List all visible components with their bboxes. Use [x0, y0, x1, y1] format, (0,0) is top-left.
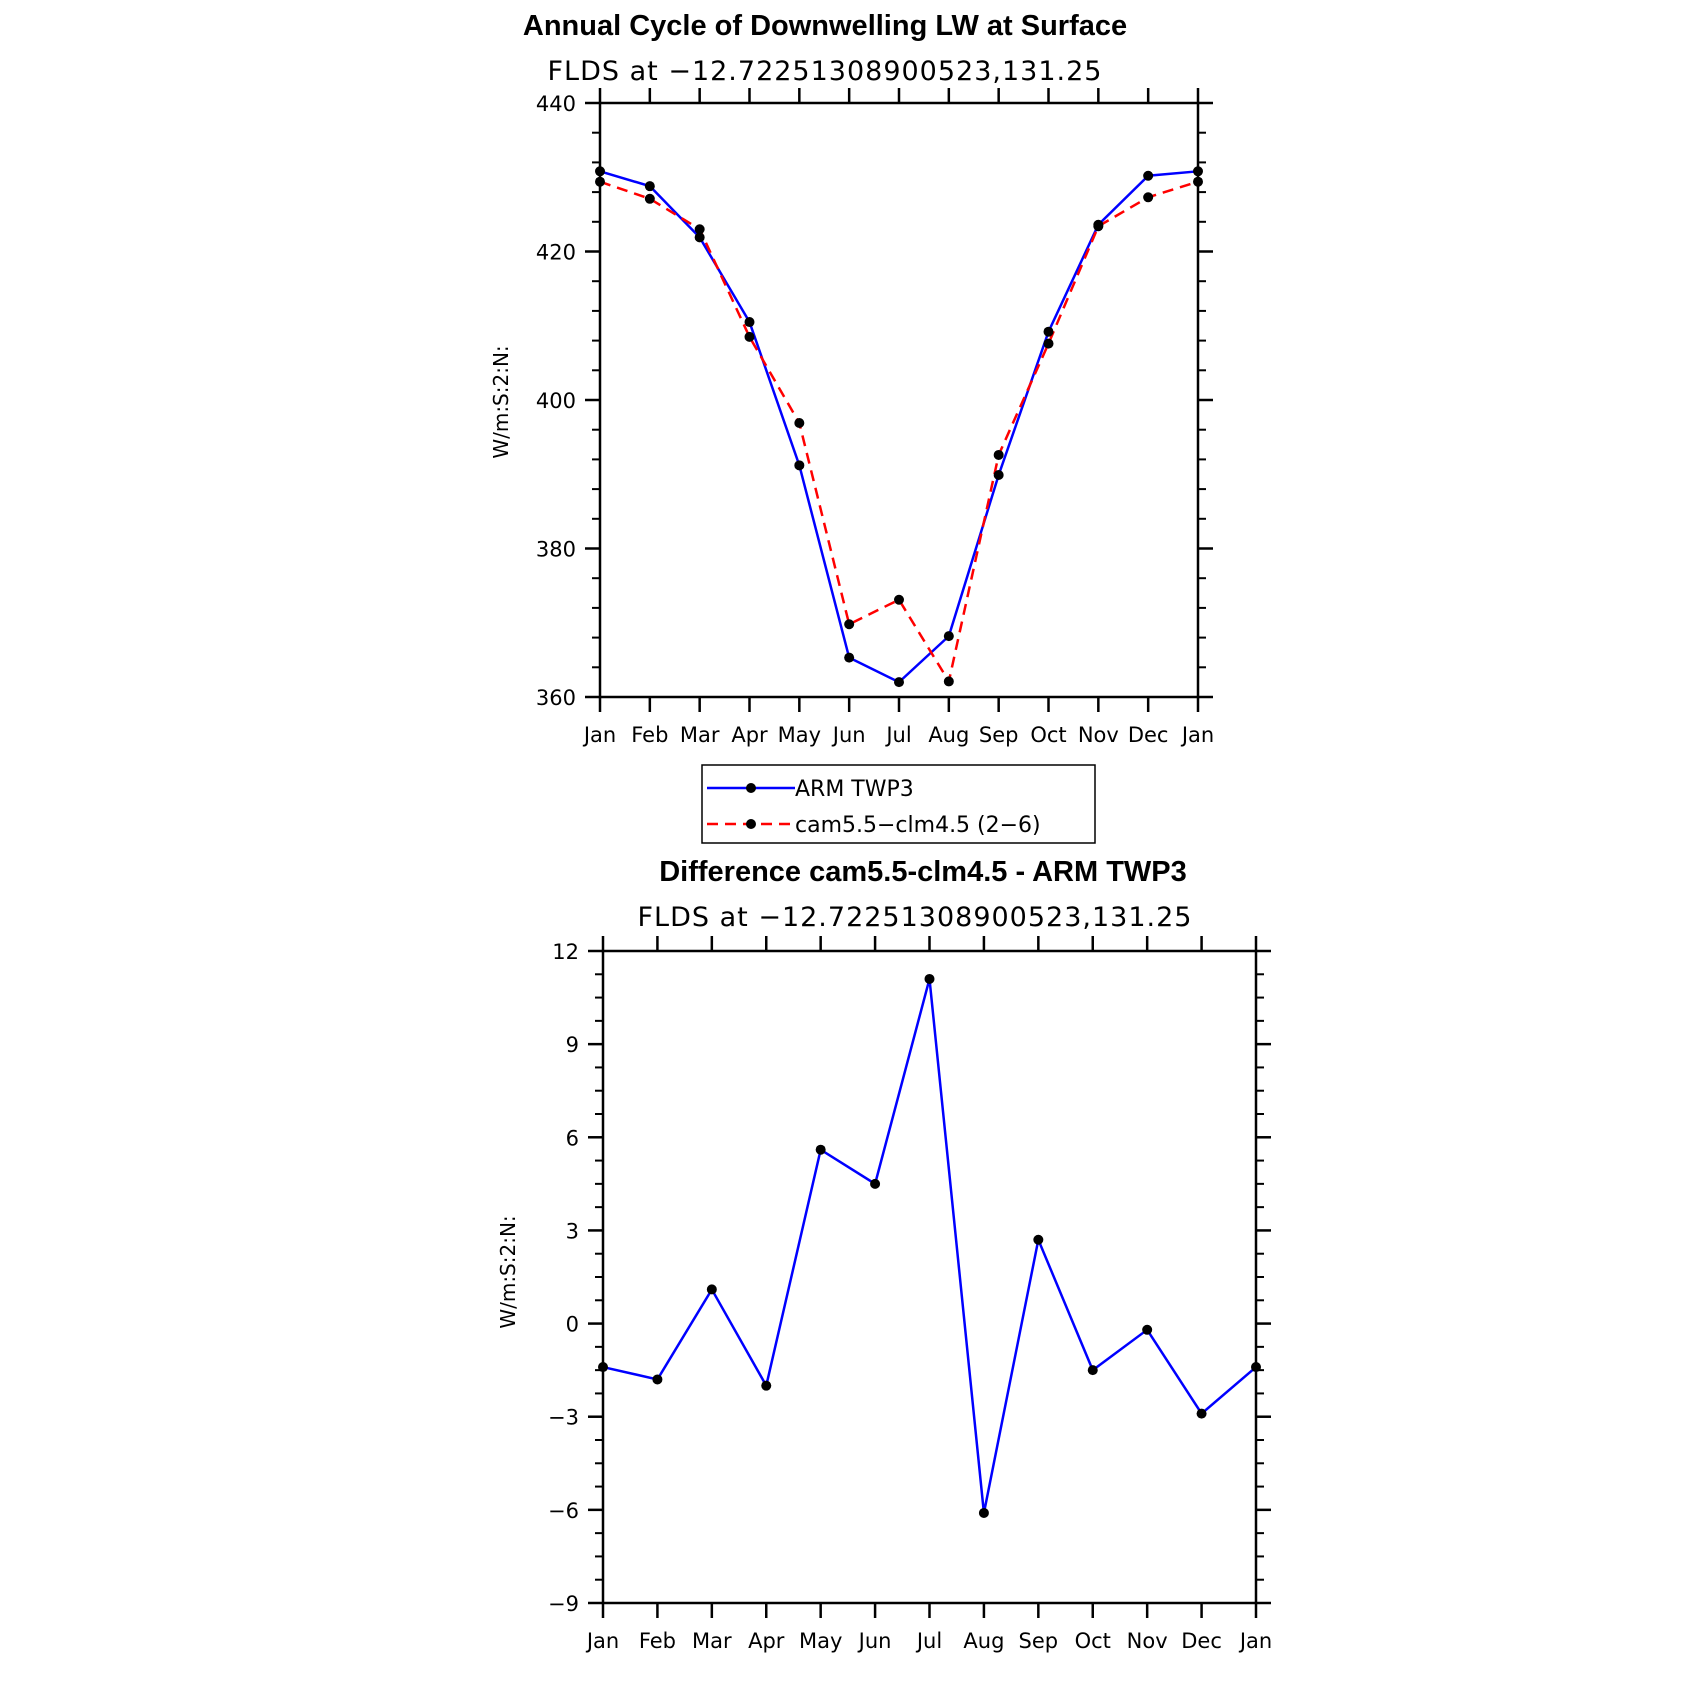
data-point-0	[1044, 327, 1054, 337]
chart-title: Annual Cycle of Downwelling LW at Surface	[522, 10, 1128, 42]
x-tick-label: Jul	[886, 723, 912, 747]
data-point-0	[1088, 1365, 1098, 1375]
y-axis-label: W/m:S:2:N:	[489, 345, 513, 459]
data-point-0	[1251, 1362, 1261, 1372]
x-tick-label: Apr	[748, 1629, 785, 1653]
y-tick-label: 0	[565, 1312, 579, 1337]
y-tick-label: 420	[535, 240, 576, 265]
annual-cycle-chart	[489, 10, 1214, 747]
x-tick-label: Jul	[916, 1629, 943, 1653]
y-tick-label: 9	[565, 1033, 579, 1058]
data-point-0	[761, 1381, 771, 1391]
legend-marker-arm	[746, 783, 756, 793]
data-point-0	[944, 631, 954, 641]
y-axis-label: W/m:S:2:N:	[496, 1215, 520, 1329]
data-point-0	[1193, 166, 1203, 176]
x-tick-label: Oct	[1030, 723, 1067, 747]
y-tick-label: 12	[552, 940, 579, 964]
x-tick-label: Jan	[1181, 723, 1215, 747]
x-tick-label: Sep	[1018, 1629, 1059, 1653]
data-point-0	[1142, 1325, 1152, 1335]
data-point-0	[1143, 171, 1153, 181]
x-tick-label: Nov	[1126, 1629, 1168, 1653]
plot-frame	[600, 103, 1198, 697]
x-tick-labels	[585, 1629, 1272, 1653]
data-point-1	[1193, 177, 1203, 187]
data-point-1	[994, 450, 1004, 460]
x-tick-label: Jun	[858, 1629, 892, 1653]
x-tick-label: May	[798, 1629, 843, 1653]
x-tick-label: Feb	[631, 723, 669, 747]
series-group	[595, 166, 1203, 687]
x-tick-label: Dec	[1127, 723, 1169, 747]
series-line-0	[600, 171, 1198, 682]
x-tick-label: Feb	[638, 1629, 677, 1653]
y-tick-label: 360	[535, 686, 576, 710]
data-point-1	[595, 177, 605, 187]
data-point-0	[645, 181, 655, 191]
x-tick-label: Jan	[1239, 1629, 1273, 1653]
x-tick-label: Jan	[586, 1629, 620, 1653]
y-tick-label: 440	[535, 92, 576, 116]
legend-label-arm: ARM TWP3	[795, 777, 914, 802]
data-point-0	[894, 677, 904, 687]
y-tick-label: 400	[535, 389, 576, 413]
y-tick-label: 3	[565, 1219, 579, 1244]
x-tick-label: Sep	[978, 723, 1019, 747]
data-point-0	[707, 1284, 717, 1294]
x-tick-labels	[582, 723, 1214, 747]
y-tick-labels	[548, 940, 579, 1616]
y-tick-label: −3	[548, 1405, 579, 1430]
axis-ticks	[585, 88, 1213, 712]
data-point-0	[745, 317, 755, 327]
data-point-1	[844, 619, 854, 629]
data-point-0	[598, 1362, 608, 1372]
plot-frame	[603, 951, 1256, 1603]
data-point-1	[1093, 221, 1103, 231]
chart-title: Difference cam5.5-clm4.5 - ARM TWP3	[659, 856, 1187, 888]
x-tick-label: May	[777, 723, 822, 747]
x-tick-label: Aug	[928, 723, 970, 747]
chart-subtitle: FLDS at −12.72251308900523,131.25	[637, 902, 1193, 933]
data-point-0	[1033, 1235, 1043, 1245]
legend-label-cam: cam5.5−clm4.5 (2−6)	[795, 813, 1041, 838]
x-tick-label: Mar	[692, 1629, 732, 1653]
data-point-1	[695, 224, 705, 234]
data-point-1	[944, 676, 954, 686]
y-tick-label: −6	[548, 1498, 579, 1523]
data-point-0	[979, 1508, 989, 1518]
series-line-1	[600, 182, 1198, 682]
data-point-0	[816, 1145, 826, 1155]
x-tick-label: Apr	[731, 723, 768, 747]
data-point-0	[844, 653, 854, 663]
chart-subtitle: FLDS at −12.72251308900523,131.25	[547, 56, 1103, 87]
data-point-1	[645, 194, 655, 204]
data-point-0	[1197, 1409, 1207, 1419]
data-point-1	[745, 332, 755, 342]
axis-ticks	[588, 936, 1271, 1618]
legend-marker-cam	[746, 819, 756, 829]
data-point-1	[794, 418, 804, 428]
data-point-0	[925, 974, 935, 984]
series-line-0	[603, 979, 1256, 1513]
y-tick-label: 380	[535, 537, 576, 562]
x-tick-label: Nov	[1077, 723, 1119, 747]
x-tick-label: Oct	[1074, 1629, 1111, 1653]
data-point-0	[595, 166, 605, 176]
data-point-0	[652, 1374, 662, 1384]
data-point-1	[1044, 339, 1054, 349]
difference-chart	[496, 856, 1272, 1653]
data-point-0	[994, 470, 1004, 480]
data-point-1	[894, 595, 904, 605]
x-tick-label: Jun	[832, 723, 866, 747]
legend	[702, 765, 1095, 843]
y-tick-labels	[536, 92, 576, 710]
y-tick-label: −9	[548, 1592, 579, 1616]
x-tick-label: Aug	[963, 1629, 1005, 1653]
data-point-1	[1143, 192, 1153, 202]
x-tick-label: Dec	[1181, 1629, 1222, 1653]
data-point-0	[870, 1179, 880, 1189]
data-point-0	[794, 460, 804, 470]
x-tick-label: Mar	[679, 723, 720, 747]
y-tick-label: 6	[565, 1126, 579, 1151]
x-tick-label: Jan	[583, 723, 617, 747]
series-group	[598, 974, 1261, 1518]
